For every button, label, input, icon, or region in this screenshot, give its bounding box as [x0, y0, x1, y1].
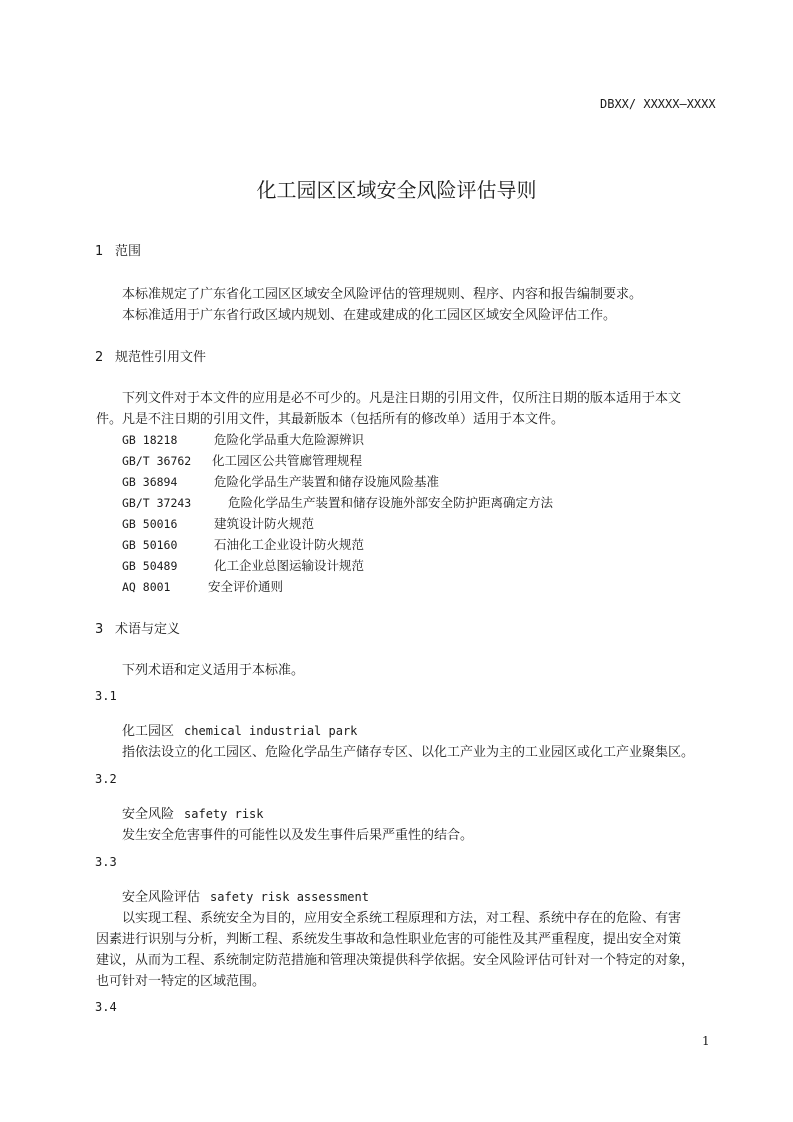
- reference-code: GB/T 37243: [122, 496, 192, 510]
- term-definition: 发生安全危害事件的可能性以及发生事件后果严重性的结合。: [122, 828, 474, 843]
- section-title: 术语与定义: [115, 622, 181, 637]
- reference-title: 石油化工企业设计防火规范: [214, 537, 365, 552]
- reference-code: AQ 8001: [122, 580, 171, 594]
- section-number: 3: [95, 622, 104, 637]
- term-number: 3.4: [95, 1000, 117, 1014]
- term-english: chemical industrial park: [184, 724, 358, 738]
- reference-code: GB 50160: [122, 538, 178, 552]
- reference-title: 安全评价通则: [208, 579, 284, 594]
- section-title: 规范性引用文件: [115, 350, 207, 365]
- section-number: 1: [95, 244, 104, 259]
- reference-title: 危险化学品生产装置和储存设施风险基准: [214, 474, 440, 489]
- paragraph: 下列术语和定义适用于本标准。: [122, 663, 305, 678]
- reference-item: [122, 430, 364, 448]
- section-number: 2: [95, 350, 104, 365]
- reference-item: [122, 556, 364, 574]
- reference-item: [122, 493, 553, 511]
- term-definition-line: 也可针对一特定的区域范围。: [96, 974, 266, 989]
- paragraph: 本标准适用于广东省行政区域内规划、在建或建成的化工园区区域安全风险评估工作。: [122, 308, 617, 323]
- reference-item: [122, 472, 439, 490]
- reference-item: [122, 577, 283, 595]
- reference-code: GB 36894: [122, 475, 178, 489]
- term-english: safety risk: [184, 807, 264, 821]
- section-heading-normative-references: [95, 346, 206, 365]
- paragraph-line: 件。凡是不注日期的引用文件，其最新版本（包括所有的修改单）适用于本文件。: [96, 412, 565, 427]
- term-chinese: 化工园区: [122, 724, 175, 739]
- reference-code: GB 50489: [122, 559, 178, 573]
- term-heading: [122, 720, 357, 739]
- term-chinese: 安全风险评估: [122, 890, 201, 905]
- term-definition-line: 因素进行识别与分析，判断工程、系统发生事故和急性职业危害的可能性及其严重程度，提出安全对策: [96, 932, 682, 947]
- term-number: 3.2: [95, 772, 117, 786]
- paragraph: 本标准规定了广东省化工园区区域安全风险评估的管理规则、程序、内容和报告编制要求。: [122, 287, 643, 302]
- reference-title: 化工园区公共管廊管理规程: [212, 453, 363, 468]
- term-chinese: 安全风险: [122, 807, 175, 822]
- reference-code: GB/T 36762: [122, 454, 192, 468]
- document-title: 化工园区区域安全风险评估导则: [256, 178, 537, 202]
- reference-code: GB 50016: [122, 517, 178, 531]
- reference-code: GB 18218: [122, 433, 178, 447]
- term-heading: [122, 886, 369, 905]
- term-definition-line: 建议，从而为工程、系统制定防范措施和管理决策提供科学依据。安全风险评估可针对一个特定的对象，: [96, 953, 695, 968]
- reference-item: [122, 514, 314, 532]
- reference-title: 化工企业总图运输设计规范: [214, 558, 365, 573]
- section-heading-scope: [95, 240, 141, 259]
- reference-title: 危险化学品生产装置和储存设施外部安全防护距离确定方法: [228, 495, 554, 510]
- term-definition: 指依法设立的化工园区、危险化学品生产储存专区、以化工产业为主的工业园区或化工产业聚集区。: [122, 745, 695, 760]
- reference-item: [122, 535, 364, 553]
- reference-item: [122, 451, 362, 469]
- term-definition-line: 以实现工程、系统安全为目的，应用安全系统工程原理和方法，对工程、系统中存在的危险、有害: [122, 911, 682, 926]
- paragraph-line: 下列文件对于本文件的应用是必不可少的。凡是注日期的引用文件，仅所注日期的版本适用于本文: [122, 391, 682, 406]
- standard-code: DBXX/ XXXXX—XXXX: [600, 97, 716, 111]
- term-heading: [122, 803, 264, 822]
- term-number: 3.1: [95, 689, 117, 703]
- page-number: 1: [702, 1034, 710, 1048]
- section-heading-terms-and-definitions: [95, 618, 180, 637]
- reference-title: 建筑设计防火规范: [214, 516, 315, 531]
- term-number: 3.3: [95, 855, 117, 869]
- reference-title: 危险化学品重大危险源辨识: [214, 432, 365, 447]
- term-english: safety risk assessment: [210, 890, 369, 904]
- section-title: 范围: [115, 244, 142, 259]
